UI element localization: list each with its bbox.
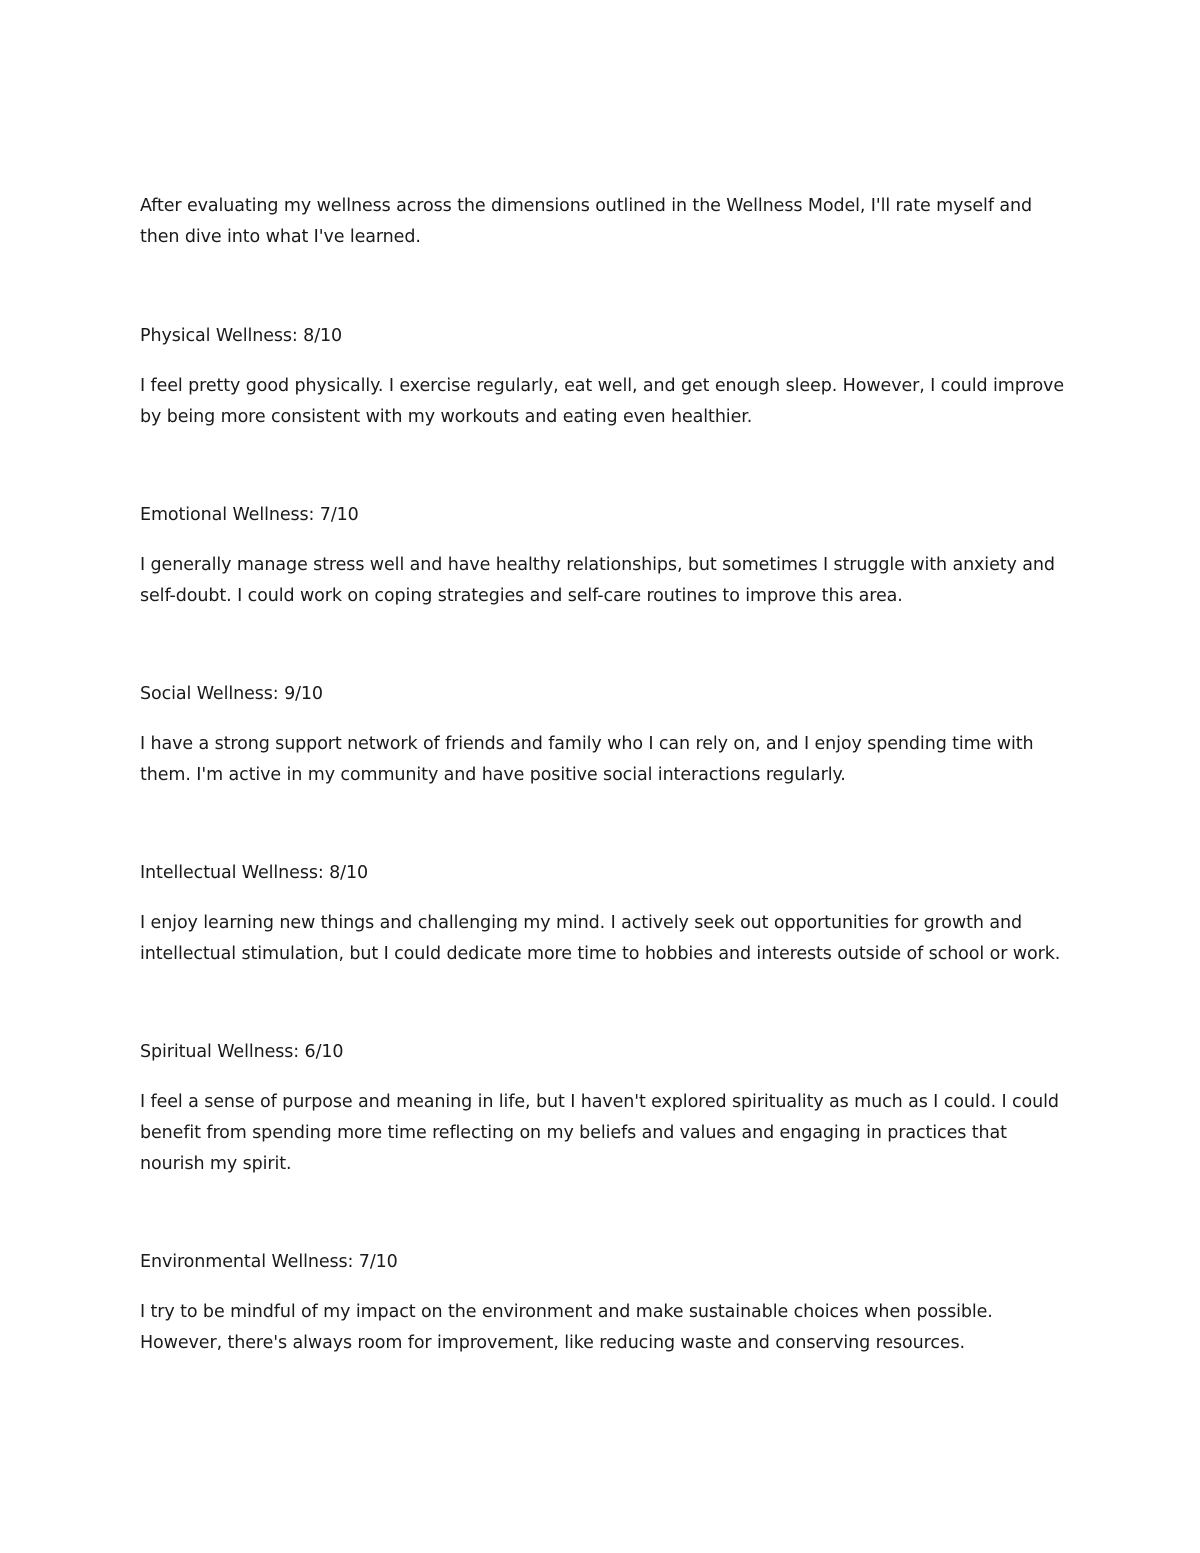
section-heading: Environmental Wellness: 7/10 [140,1252,398,1272]
section-body: I feel a sense of purpose and meaning in life, but I haven't explored spirituality as much as I could. I could benefit from spending more time reflecting on my beliefs and values and engaging in practices that nourish my spirit. [140,1092,1059,1174]
section-social [140,679,1065,791]
section-body: I have a strong support network of friends and family who I can rely on, and I enjoy spending time with them. I'm active in my community and have positive social interactions regularly. [140,734,1034,785]
intro-paragraph: After evaluating my wellness across the dimensions outlined in the Wellness Model, I'll rate myself and then dive into what I've learned. [140,196,1032,247]
section-body: I try to be mindful of my impact on the environment and make sustainable choices when possible. However, there's always room for improvement, like reducing waste and conserving resources. [140,1302,993,1353]
section-body: I feel pretty good physically. I exercise regularly, eat well, and get enough sleep. However, I could improve by being more consistent with my workouts and eating even healthier. [140,376,1064,427]
section-physical [140,321,1065,433]
section-body: I enjoy learning new things and challenging my mind. I actively seek out opportunities for growth and intellectual stimulation, but I could dedicate more time to hobbies and interests outside of school or work. [140,913,1061,964]
section-heading: Intellectual Wellness: 8/10 [140,863,369,883]
section-body: I generally manage stress well and have healthy relationships, but sometimes I struggle with anxiety and self-doubt. I could work on coping strategies and self-care routines to improve this area. [140,555,1055,606]
section-intellectual [140,858,1065,970]
section-emotional [140,500,1065,612]
document-content [140,191,1065,1426]
section-heading: Social Wellness: 9/10 [140,684,323,704]
section-environmental [140,1247,1065,1359]
section-heading: Spiritual Wellness: 6/10 [140,1042,344,1062]
section-heading: Emotional Wellness: 7/10 [140,505,359,525]
section-heading: Physical Wellness: 8/10 [140,326,343,346]
section-spiritual [140,1037,1065,1180]
